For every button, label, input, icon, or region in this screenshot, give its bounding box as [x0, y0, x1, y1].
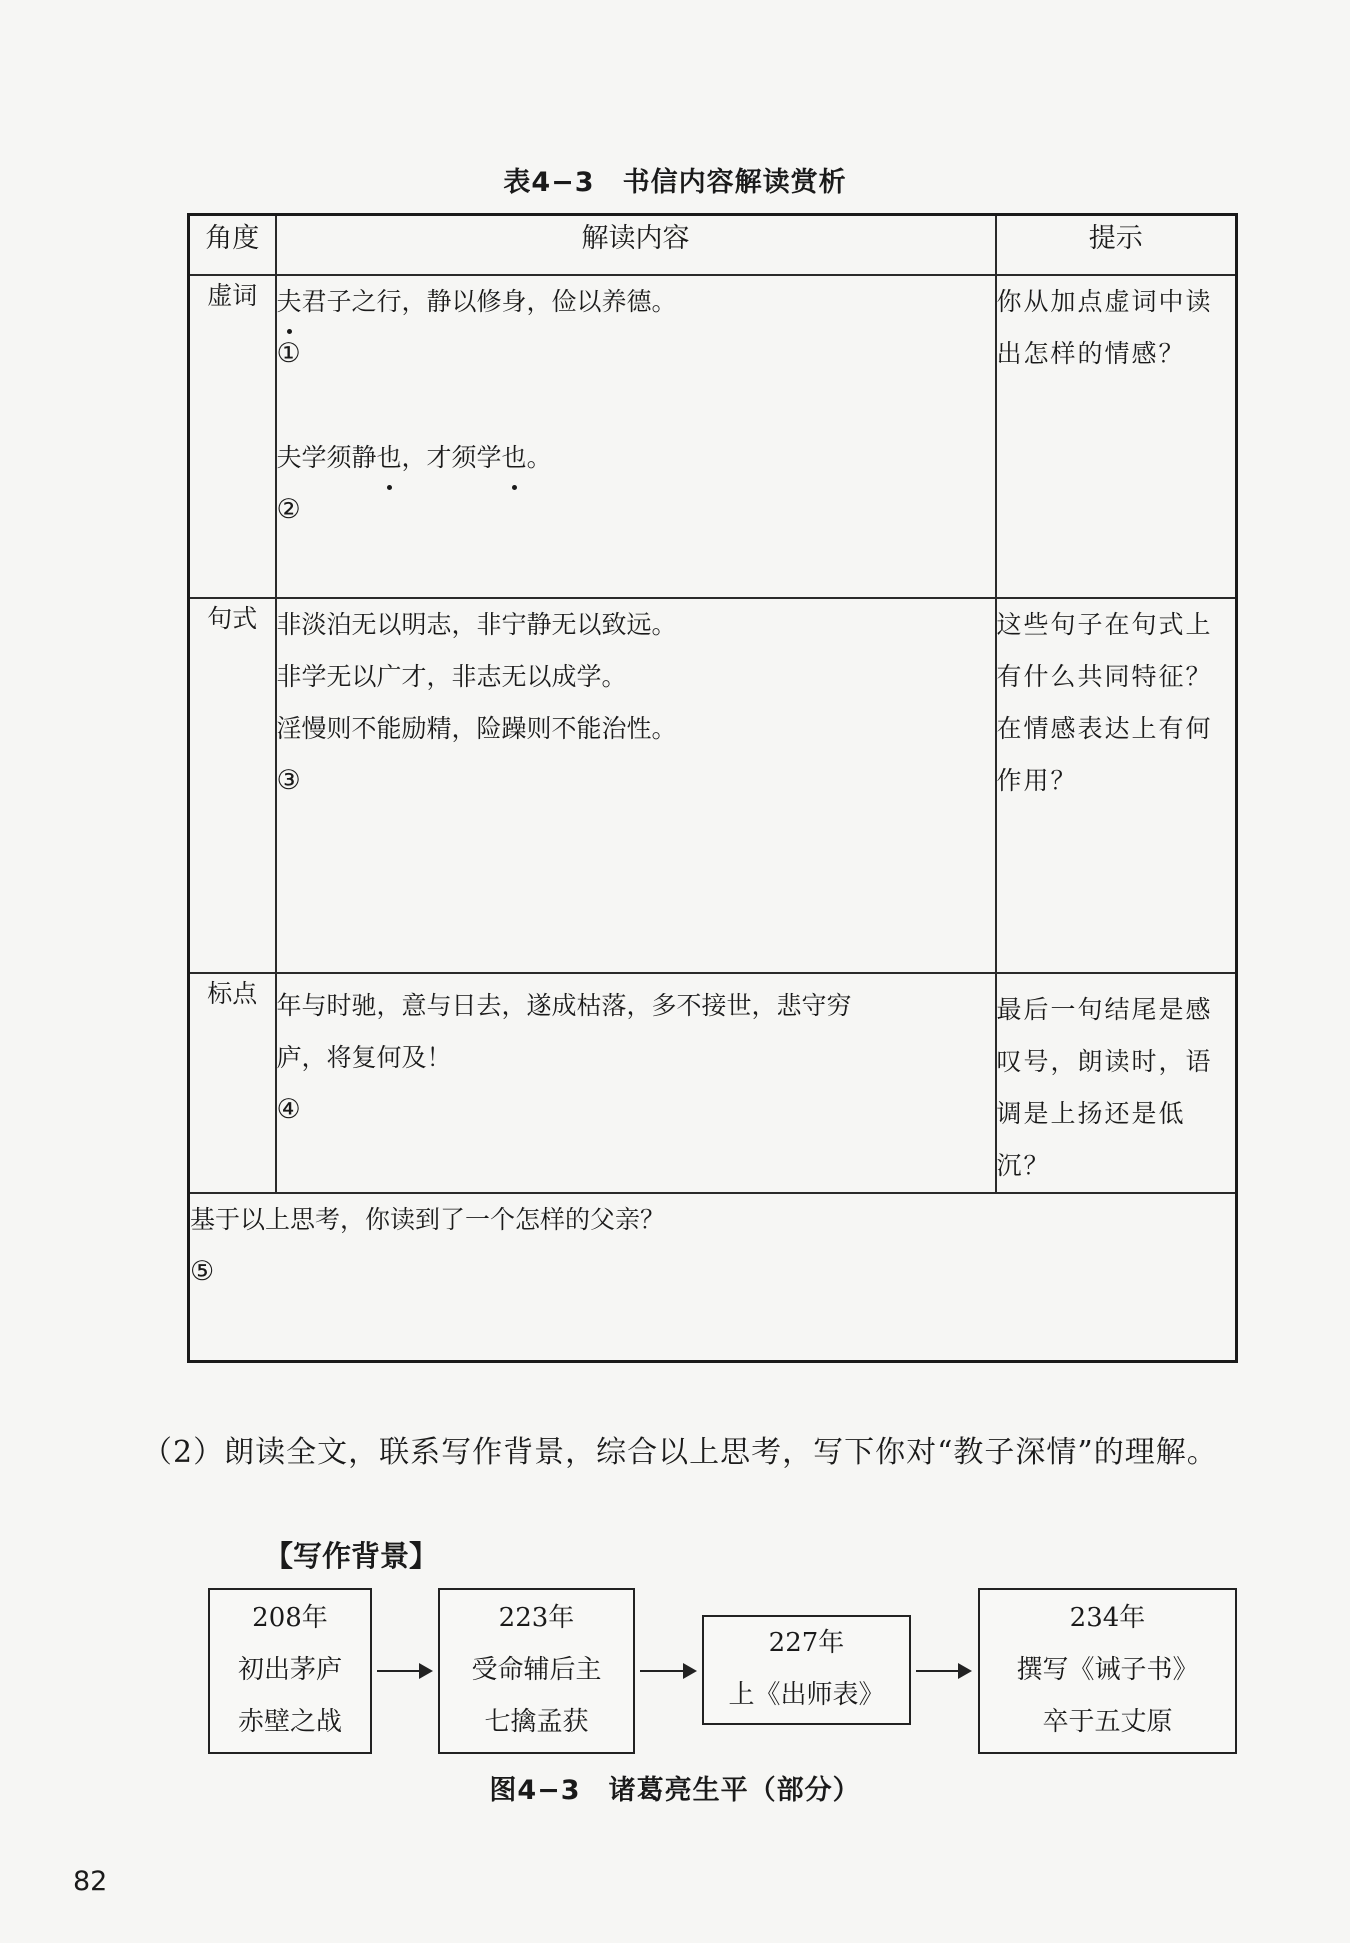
row-angle: 标点 — [189, 973, 276, 1193]
timeline-box — [702, 1615, 911, 1725]
timeline-event: 卒于五丈原 — [1042, 1707, 1173, 1737]
answer-marker: ⑤ — [190, 1256, 215, 1287]
figure-caption: 图4−3 诸葛亮生平（部分） — [489, 1775, 861, 1806]
row-hint: 这些句子在句式上有什么共同特征？在情感表达上有何作用？ — [996, 598, 1237, 973]
quote-line: 非淡泊无以明志，非宁静无以致远。 — [276, 610, 677, 639]
summary-cell — [189, 1193, 1237, 1362]
answer-marker: ① — [276, 338, 301, 369]
quote-line — [277, 276, 995, 328]
quote-line: 庐，将复何及！ — [276, 1043, 452, 1072]
timeline-box — [978, 1588, 1237, 1754]
quote-line-rest: 君子之行，静以修身，俭以养德。 — [301, 287, 677, 316]
page-number: 82 — [73, 1866, 108, 1897]
header-content: 解读内容 — [276, 215, 996, 276]
timeline-arrow — [377, 1670, 431, 1672]
table-caption: 表4−3 书信内容解读赏析 — [503, 167, 847, 198]
row-content — [276, 598, 996, 973]
timeline-event: 受命辅后主 — [471, 1655, 602, 1685]
row-content — [276, 275, 996, 598]
emphasis-dot-char: 也 — [502, 432, 527, 484]
table-row — [189, 275, 1237, 598]
header-hint: 提示 — [996, 215, 1237, 276]
question-text: 朗读全文，联系写作背景，综合以上思考，写下你对“教子深情”的理解。 — [224, 1435, 1218, 1470]
answer-marker: ③ — [276, 765, 301, 796]
quote-line: 年与时驰，意与日去，遂成枯落，多不接世，悲守穷 — [276, 991, 852, 1020]
answer-marker: ④ — [276, 1094, 301, 1125]
header-angle: 角度 — [189, 215, 276, 276]
timeline-year: 227年 — [768, 1628, 845, 1658]
summary-row — [189, 1193, 1237, 1362]
table-header-row — [189, 215, 1237, 276]
timeline-event: 赤壁之战 — [237, 1707, 342, 1737]
timeline-event: 七擒孟获 — [484, 1707, 589, 1737]
answer-marker: ② — [276, 494, 301, 525]
table-row — [189, 598, 1237, 973]
quote-line: 夫学须静也，才须学也。 — [277, 432, 995, 484]
timeline-year: 208年 — [252, 1603, 328, 1633]
question-paragraph — [142, 1425, 1237, 1481]
emphasis-dot-char: 也 — [377, 432, 402, 484]
timeline-box — [208, 1588, 372, 1754]
row-hint: 你从加点虚词中读出怎样的情感？ — [996, 275, 1237, 598]
timeline-year: 234年 — [1069, 1603, 1146, 1633]
table-row — [189, 973, 1237, 1193]
timeline-event: 上《出师表》 — [728, 1680, 885, 1710]
quote-line: 非学无以广才，非志无以成学。 — [276, 662, 627, 691]
question-number: （2） — [142, 1435, 225, 1470]
analysis-table — [187, 213, 1238, 1363]
timeline-event: 初出茅庐 — [237, 1655, 342, 1685]
background-title: 【写作背景】 — [264, 1539, 439, 1573]
quote-line: 淫慢则不能励精，险躁则不能治性。 — [276, 714, 677, 743]
row-angle: 虚词 — [189, 275, 276, 598]
row-angle: 句式 — [189, 598, 276, 973]
timeline-arrow — [640, 1670, 695, 1672]
emphasis-dot-char: 夫 — [277, 276, 302, 328]
row-content — [276, 973, 996, 1193]
timeline-event: 撰写《诫子书》 — [1016, 1655, 1199, 1685]
timeline-year: 223年 — [498, 1603, 575, 1633]
row-hint: 最后一句结尾是感叹号，朗读时，语调是上扬还是低沉？ — [996, 973, 1237, 1193]
summary-question: 基于以上思考，你读到了一个怎样的父亲？ — [190, 1205, 666, 1234]
timeline-arrow — [916, 1670, 970, 1672]
timeline-box — [438, 1588, 635, 1754]
